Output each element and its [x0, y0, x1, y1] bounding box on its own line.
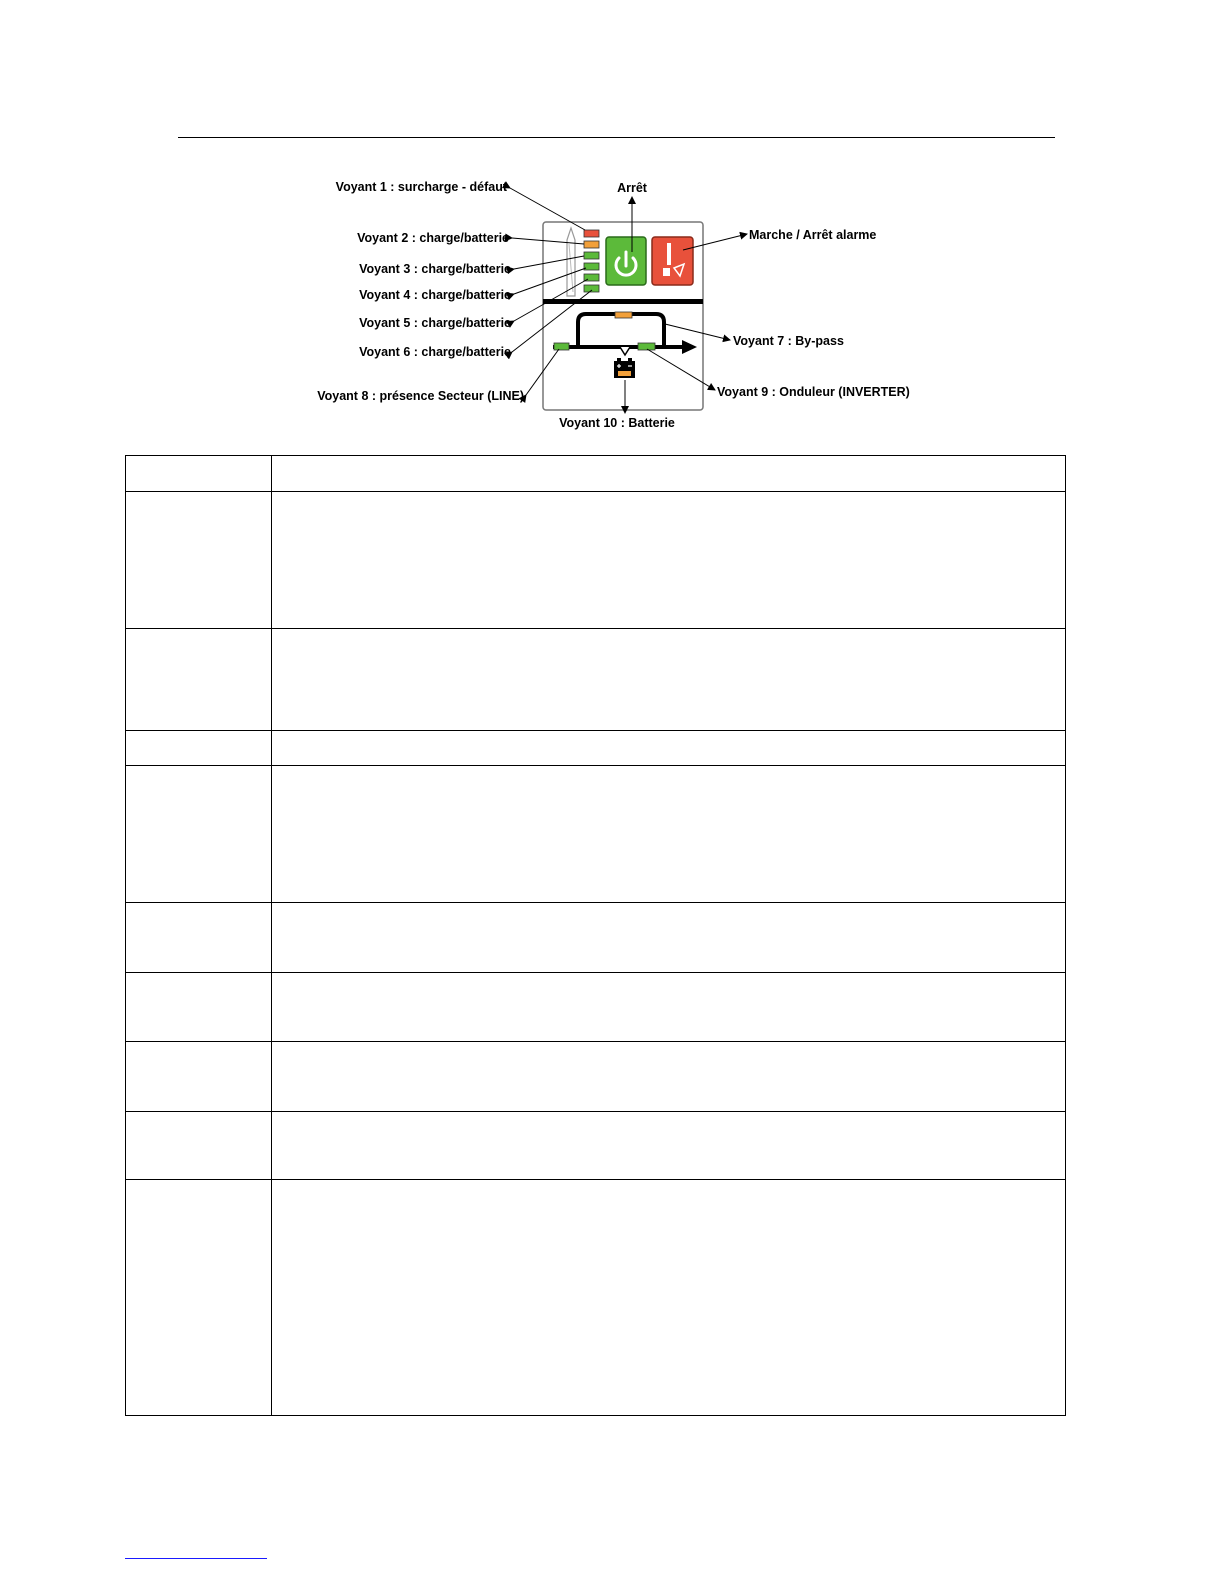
led-9: [638, 343, 655, 350]
battery-icon: [614, 358, 635, 378]
label-voyant-8: Voyant 8 : présence Secteur (LINE): [317, 389, 524, 403]
led-3: [584, 252, 599, 259]
table-row: [126, 766, 1066, 903]
table-row: [126, 1112, 1066, 1180]
table-cell-description: [272, 731, 1066, 766]
label-voyant-3: Voyant 3 : charge/batterie: [359, 262, 511, 276]
table-cell-label: [126, 766, 272, 903]
label-alarm: Marche / Arrêt alarme: [749, 228, 877, 242]
alarm-button[interactable]: [652, 237, 693, 285]
table-row: [126, 1042, 1066, 1112]
table-cell-description: [272, 1180, 1066, 1416]
table-cell-label: [126, 629, 272, 731]
table-cell-description: [272, 973, 1066, 1042]
label-arret: Arrêt: [617, 181, 647, 195]
led-2: [584, 241, 599, 248]
led-10: [618, 371, 631, 376]
table-cell-description: [272, 766, 1066, 903]
table-row: [126, 1180, 1066, 1416]
led-8: [554, 343, 569, 350]
table-cell-label: [126, 903, 272, 973]
panel-separator: [543, 299, 703, 304]
table-cell-description: [272, 492, 1066, 629]
table-row: [126, 903, 1066, 973]
label-voyant-2: Voyant 2 : charge/batterie: [357, 231, 509, 245]
led-4: [584, 263, 599, 270]
label-voyant-6: Voyant 6 : charge/batterie: [359, 345, 511, 359]
table-row: [126, 973, 1066, 1042]
alarm-icon: [667, 243, 671, 265]
table-cell-description: [272, 1042, 1066, 1112]
label-voyant-7: Voyant 7 : By-pass: [733, 334, 844, 348]
table-cell-label: [126, 1112, 272, 1180]
table-cell-description: [272, 456, 1066, 492]
ups-panel-diagram: [0, 0, 1224, 440]
table-row: [126, 456, 1066, 492]
table-row: [126, 731, 1066, 766]
table-cell-description: [272, 1112, 1066, 1180]
table-cell-description: [272, 629, 1066, 731]
footnote-rule: [125, 1558, 267, 1559]
stop-button[interactable]: [606, 237, 646, 285]
label-voyant-10: Voyant 10 : Batterie: [559, 416, 675, 430]
label-voyant-1: Voyant 1 : surcharge - défaut: [335, 180, 507, 194]
table-cell-label: [126, 1180, 272, 1416]
led-description-table: [125, 455, 1066, 1416]
table-row: [126, 629, 1066, 731]
led-1: [584, 230, 599, 237]
label-voyant-9: Voyant 9 : Onduleur (INVERTER): [717, 385, 910, 399]
table-cell-label: [126, 456, 272, 492]
table-cell-label: [126, 492, 272, 629]
table-cell-description: [272, 903, 1066, 973]
label-voyant-4: Voyant 4 : charge/batterie: [359, 288, 511, 302]
label-voyant-5: Voyant 5 : charge/batterie: [359, 316, 511, 330]
table-row: [126, 492, 1066, 629]
table-cell-label: [126, 973, 272, 1042]
table-cell-label: [126, 1042, 272, 1112]
led-7: [615, 312, 632, 318]
table-cell-label: [126, 731, 272, 766]
